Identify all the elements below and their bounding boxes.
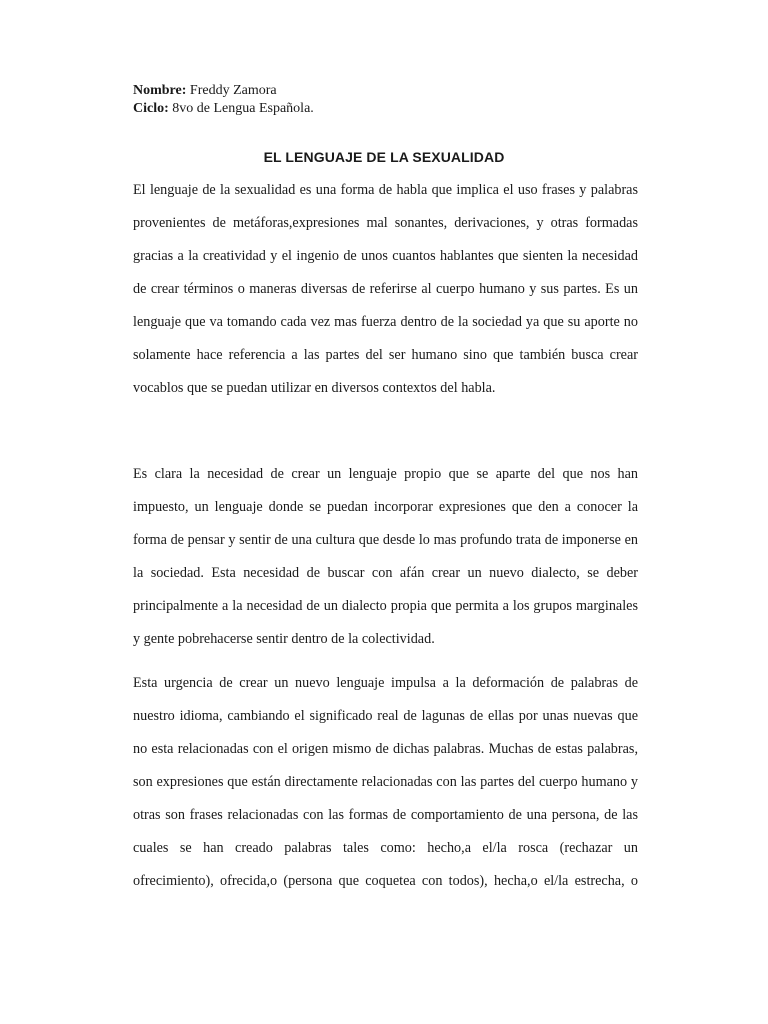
name-value: Freddy Zamora (186, 83, 277, 98)
name-line (133, 82, 314, 100)
paragraph-line: gracias a la creatividad y el ingenio de unos cuantos hablantes que sienten la necesidad (133, 248, 638, 264)
paragraph-line: impuesto, un lenguaje donde se puedan incorporar expresiones que den a conocer la (133, 499, 638, 515)
document-title: EL LENGUAJE DE LA SEXUALIDAD (263, 149, 505, 165)
paragraph-line: solamente hace referencia a las partes del ser humano sino que también busca crear (133, 347, 638, 363)
paragraph-line: lenguaje que va tomando cada vez mas fuerza dentro de la sociedad ya que su aporte no (133, 314, 638, 330)
paragraph-line: ofrecimiento), ofrecida,o (persona que coquetea con todos), hecha,o el/la estrecha, o (133, 873, 638, 889)
paragraph-line: Es clara la necesidad de crear un lenguaje propio que se aparte del que nos han (133, 466, 638, 482)
paragraph-line: El lenguaje de la sexualidad es una forma de habla que implica el uso frases y palabras (133, 182, 638, 198)
cycle-line (133, 100, 314, 118)
paragraph-line: son expresiones que están directamente relacionadas con las partes del cuerpo humano y (133, 774, 638, 790)
paragraph-line: Esta urgencia de crear un nuevo lenguaje impulsa a la deformación de palabras de (133, 675, 638, 691)
name-label: Nombre: (133, 83, 187, 98)
paragraph-line: y gente pobrehacerse sentir dentro de la colectividad. (133, 631, 435, 647)
paragraph-line: cuales se han creado palabras tales como: hecho,a el/la rosca (rechazar un (133, 840, 638, 856)
paragraph-line: nuestro idioma, cambiando el significado real de lagunas de ellas por unas nuevas que (133, 708, 638, 724)
paragraph-line: provenientes de metáforas,expresiones mal sonantes, derivaciones, y otras formadas (133, 215, 638, 231)
paragraph-line: vocablos que se puedan utilizar en diversos contextos del habla. (133, 380, 496, 396)
paragraph-line: la sociedad. Esta necesidad de buscar con afán crear un nuevo dialecto, se deber (133, 565, 638, 581)
cycle-value: 8vo de Lengua Española. (168, 101, 314, 116)
paragraph-line: principalmente a la necesidad de un dialecto propia que permita a los grupos marginales (133, 598, 638, 614)
paragraph-line: no esta relacionadas con el origen mismo de dichas palabras. Muchas de estas palabras, (133, 741, 638, 757)
paragraph-line: de crear términos o maneras diversas de referirse al cuerpo humano y sus partes. Es un (133, 281, 638, 297)
paragraph-line: otras son frases relacionadas con las formas de comportamiento de una persona, de las (133, 807, 638, 823)
document-header (133, 82, 314, 118)
paragraph-line: forma de pensar y sentir de una cultura que desde lo mas profundo trata de imponerse en (133, 532, 638, 548)
cycle-label: Ciclo: (133, 101, 169, 116)
